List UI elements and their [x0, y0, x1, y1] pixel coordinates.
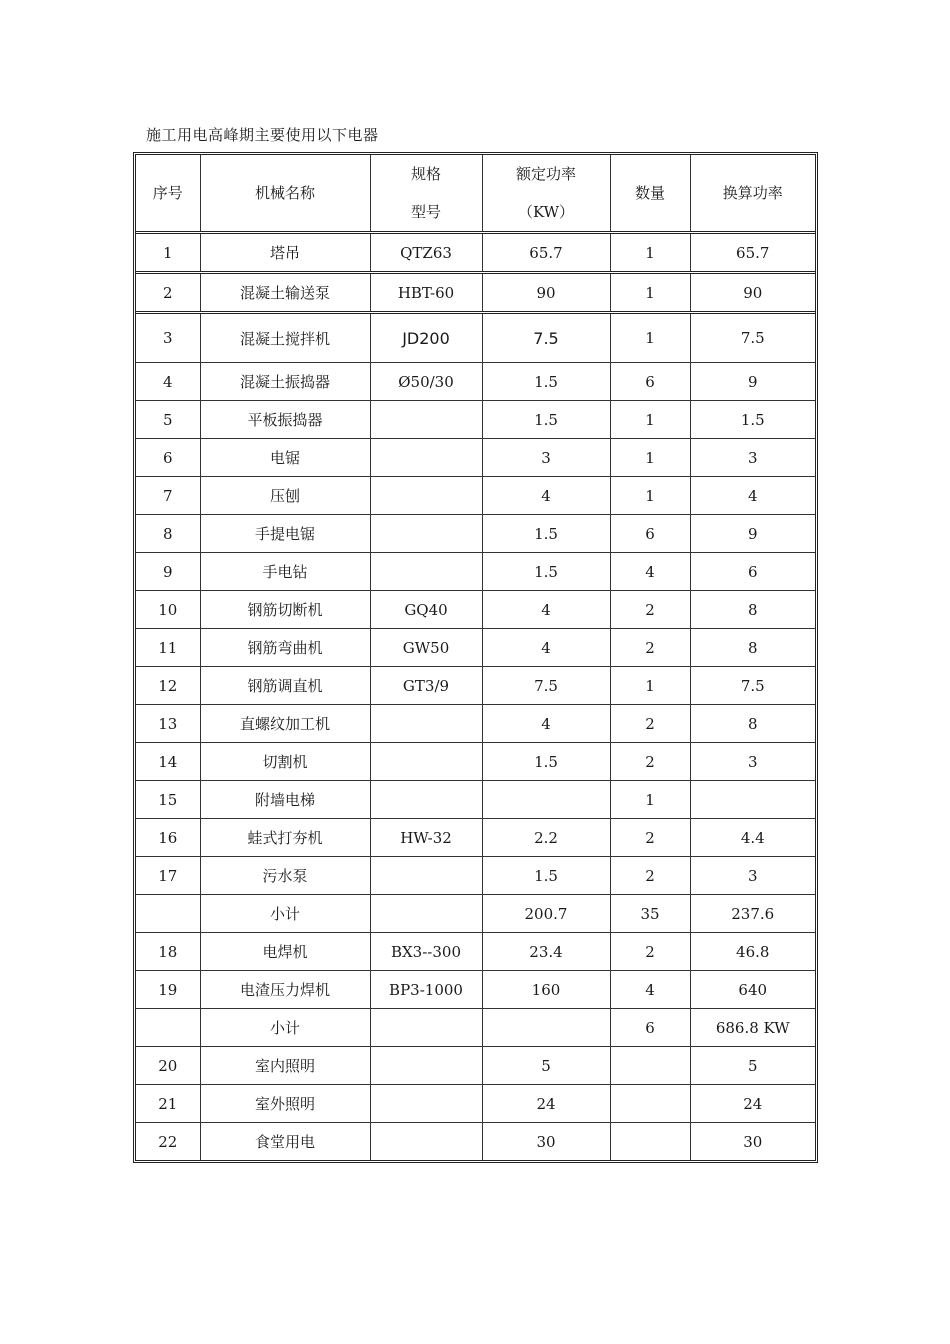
cell-power: 23.4	[482, 933, 610, 971]
cell-spec	[370, 1009, 482, 1047]
table-row	[136, 1009, 815, 1047]
cell-qty: 6	[610, 1009, 690, 1047]
cell-qty: 1	[610, 273, 690, 313]
cell-name: 钢筋切断机	[200, 591, 370, 629]
cell-index: 5	[136, 401, 200, 439]
cell-spec: JD200	[370, 313, 482, 363]
cell-qty: 1	[610, 313, 690, 363]
cell-qty: 1	[610, 781, 690, 819]
cell-power	[482, 781, 610, 819]
cell-name: 手电钻	[200, 553, 370, 591]
table-row	[136, 553, 815, 591]
table-row	[136, 667, 815, 705]
cell-converted: 9	[690, 363, 815, 401]
table-row	[136, 743, 815, 781]
cell-power: 4	[482, 629, 610, 667]
cell-name: 直螺纹加工机	[200, 705, 370, 743]
cell-converted: 3	[690, 857, 815, 895]
cell-name: 电焊机	[200, 933, 370, 971]
table-row	[136, 273, 815, 313]
cell-converted: 5	[690, 1047, 815, 1085]
cell-converted: 6	[690, 553, 815, 591]
cell-index: 13	[136, 705, 200, 743]
cell-power: 30	[482, 1123, 610, 1161]
cell-power: 160	[482, 971, 610, 1009]
cell-index	[136, 1009, 200, 1047]
cell-spec: GT3/9	[370, 667, 482, 705]
table-row	[136, 857, 815, 895]
cell-index: 10	[136, 591, 200, 629]
cell-name: 附墙电梯	[200, 781, 370, 819]
cell-spec	[370, 895, 482, 933]
cell-index: 20	[136, 1047, 200, 1085]
cell-name: 平板振捣器	[200, 401, 370, 439]
cell-qty	[610, 1047, 690, 1085]
cell-power: 4	[482, 591, 610, 629]
cell-index: 17	[136, 857, 200, 895]
header-converted: 换算功率	[690, 155, 815, 233]
cell-name: 电锯	[200, 439, 370, 477]
cell-index: 21	[136, 1085, 200, 1123]
cell-qty: 6	[610, 515, 690, 553]
cell-spec	[370, 401, 482, 439]
cell-power: 1.5	[482, 515, 610, 553]
cell-power: 24	[482, 1085, 610, 1123]
cell-index: 16	[136, 819, 200, 857]
cell-spec: BX3--300	[370, 933, 482, 971]
cell-name: 小计	[200, 895, 370, 933]
cell-qty: 1	[610, 477, 690, 515]
cell-power: 1.5	[482, 553, 610, 591]
table-row	[136, 439, 815, 477]
header-power	[482, 155, 610, 233]
cell-index: 22	[136, 1123, 200, 1161]
table-row	[136, 515, 815, 553]
header-power-line1: 额定功率	[515, 165, 576, 183]
cell-index: 14	[136, 743, 200, 781]
cell-power: 2.2	[482, 819, 610, 857]
cell-qty	[610, 1123, 690, 1161]
cell-power: 1.5	[482, 857, 610, 895]
cell-name: 蛙式打夯机	[200, 819, 370, 857]
cell-converted	[690, 781, 815, 819]
table-row	[136, 401, 815, 439]
cell-qty: 2	[610, 933, 690, 971]
cell-name: 污水泵	[200, 857, 370, 895]
table-header-row	[136, 155, 815, 233]
cell-converted: 8	[690, 705, 815, 743]
cell-qty: 2	[610, 857, 690, 895]
table-row	[136, 971, 815, 1009]
cell-name: 混凝土输送泵	[200, 273, 370, 313]
cell-name: 食堂用电	[200, 1123, 370, 1161]
cell-qty: 2	[610, 743, 690, 781]
cell-index: 2	[136, 273, 200, 313]
cell-qty	[610, 1085, 690, 1123]
cell-qty: 2	[610, 591, 690, 629]
table-row	[136, 1085, 815, 1123]
cell-spec	[370, 553, 482, 591]
cell-spec	[370, 477, 482, 515]
table-row	[136, 781, 815, 819]
cell-name: 室内照明	[200, 1047, 370, 1085]
cell-name: 钢筋调直机	[200, 667, 370, 705]
cell-power: 4	[482, 477, 610, 515]
cell-converted: 65.7	[690, 233, 815, 273]
table-row	[136, 629, 815, 667]
cell-power: 3	[482, 439, 610, 477]
cell-qty: 1	[610, 667, 690, 705]
table-row	[136, 819, 815, 857]
table-row	[136, 233, 815, 273]
cell-spec: GW50	[370, 629, 482, 667]
header-power-line2: （KW）	[517, 203, 575, 221]
cell-converted: 9	[690, 515, 815, 553]
header-qty: 数量	[610, 155, 690, 233]
cell-converted: 686.8 KW	[690, 1009, 815, 1047]
cell-spec	[370, 705, 482, 743]
cell-index: 18	[136, 933, 200, 971]
equipment-power-table-frame	[133, 152, 818, 1163]
cell-converted: 8	[690, 629, 815, 667]
cell-converted: 640	[690, 971, 815, 1009]
cell-index: 19	[136, 971, 200, 1009]
cell-name: 压刨	[200, 477, 370, 515]
cell-spec: QTZ63	[370, 233, 482, 273]
header-spec-line2: 型号	[410, 203, 441, 221]
cell-index: 9	[136, 553, 200, 591]
cell-spec	[370, 743, 482, 781]
cell-power: 5	[482, 1047, 610, 1085]
cell-index: 11	[136, 629, 200, 667]
cell-power: 7.5	[482, 667, 610, 705]
cell-converted: 4	[690, 477, 815, 515]
table-body	[136, 233, 815, 1161]
cell-converted: 237.6	[690, 895, 815, 933]
equipment-power-table	[136, 155, 815, 1160]
cell-name: 混凝土振捣器	[200, 363, 370, 401]
table-row	[136, 313, 815, 363]
table-row	[136, 477, 815, 515]
document-title: 施工用电高峰期主要使用以下电器	[146, 126, 379, 144]
cell-qty: 35	[610, 895, 690, 933]
cell-index: 7	[136, 477, 200, 515]
table-row	[136, 895, 815, 933]
header-name: 机械名称	[200, 155, 370, 233]
cell-power: 200.7	[482, 895, 610, 933]
cell-index: 12	[136, 667, 200, 705]
cell-power: 4	[482, 705, 610, 743]
cell-converted: 8	[690, 591, 815, 629]
cell-qty: 2	[610, 705, 690, 743]
cell-qty: 2	[610, 819, 690, 857]
cell-name: 切割机	[200, 743, 370, 781]
cell-power: 7.5	[482, 313, 610, 363]
cell-spec: HW-32	[370, 819, 482, 857]
cell-index: 1	[136, 233, 200, 273]
cell-name: 钢筋弯曲机	[200, 629, 370, 667]
cell-power: 1.5	[482, 743, 610, 781]
cell-converted: 3	[690, 743, 815, 781]
cell-power	[482, 1009, 610, 1047]
cell-converted: 46.8	[690, 933, 815, 971]
header-spec-line1: 规格	[410, 165, 441, 183]
cell-index: 8	[136, 515, 200, 553]
cell-spec: Ø50/30	[370, 363, 482, 401]
cell-converted: 7.5	[690, 313, 815, 363]
cell-qty: 6	[610, 363, 690, 401]
header-spec	[370, 155, 482, 233]
cell-name: 手提电锯	[200, 515, 370, 553]
cell-index: 6	[136, 439, 200, 477]
cell-power: 1.5	[482, 401, 610, 439]
cell-name: 塔吊	[200, 233, 370, 273]
cell-spec	[370, 781, 482, 819]
table-row	[136, 1047, 815, 1085]
cell-spec: HBT-60	[370, 273, 482, 313]
cell-spec	[370, 857, 482, 895]
cell-power: 1.5	[482, 363, 610, 401]
cell-qty: 4	[610, 971, 690, 1009]
cell-name: 电渣压力焊机	[200, 971, 370, 1009]
header-index: 序号	[136, 155, 200, 233]
cell-index: 15	[136, 781, 200, 819]
cell-converted: 30	[690, 1123, 815, 1161]
cell-index: 3	[136, 313, 200, 363]
table-row	[136, 591, 815, 629]
table-row	[136, 363, 815, 401]
cell-index	[136, 895, 200, 933]
cell-qty: 2	[610, 629, 690, 667]
cell-spec	[370, 1123, 482, 1161]
cell-name: 混凝土搅拌机	[200, 313, 370, 363]
cell-qty: 1	[610, 439, 690, 477]
cell-power: 90	[482, 273, 610, 313]
table-row	[136, 933, 815, 971]
table-row	[136, 1123, 815, 1161]
cell-spec	[370, 439, 482, 477]
cell-spec	[370, 1047, 482, 1085]
cell-converted: 1.5	[690, 401, 815, 439]
cell-name: 小计	[200, 1009, 370, 1047]
cell-converted: 4.4	[690, 819, 815, 857]
cell-spec	[370, 1085, 482, 1123]
cell-converted: 7.5	[690, 667, 815, 705]
cell-converted: 3	[690, 439, 815, 477]
cell-index: 4	[136, 363, 200, 401]
cell-qty: 1	[610, 233, 690, 273]
cell-qty: 1	[610, 401, 690, 439]
cell-qty: 4	[610, 553, 690, 591]
cell-power: 65.7	[482, 233, 610, 273]
cell-converted: 90	[690, 273, 815, 313]
cell-spec: GQ40	[370, 591, 482, 629]
cell-spec	[370, 515, 482, 553]
cell-name: 室外照明	[200, 1085, 370, 1123]
cell-spec: BP3-1000	[370, 971, 482, 1009]
table-row	[136, 705, 815, 743]
cell-converted: 24	[690, 1085, 815, 1123]
